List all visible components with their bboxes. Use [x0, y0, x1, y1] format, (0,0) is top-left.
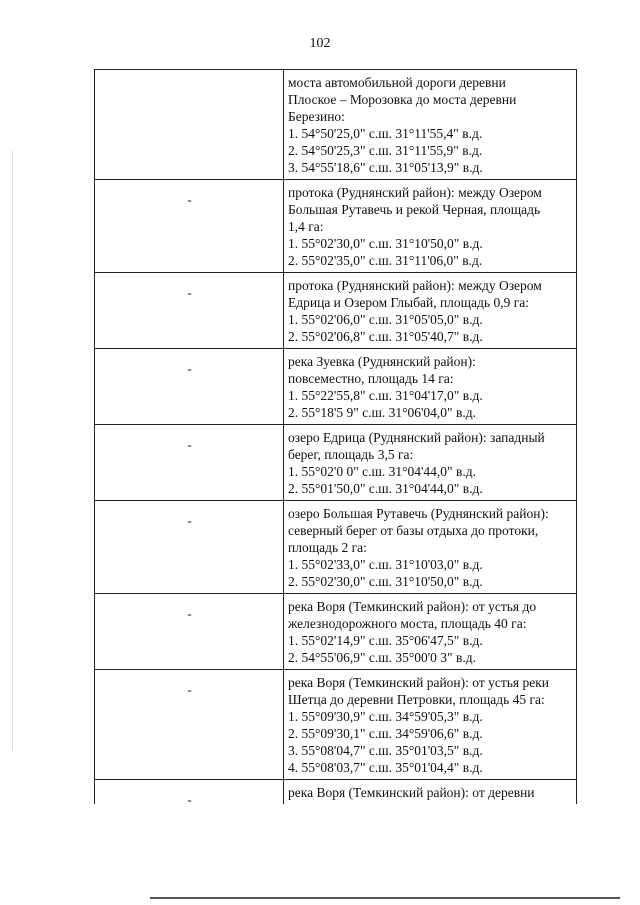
coordinates-table: [94, 69, 577, 807]
description-line: 3. 54°55'18,6" с.ш. 31°05'13,9" в.д.: [288, 160, 483, 175]
table-cell-description: [284, 501, 576, 593]
description-line: 1,4 га:: [288, 219, 324, 234]
row-marker: -: [187, 285, 192, 300]
description-line: 4. 55°08'03,7" с.ш. 35°01'04,4" в.д.: [288, 760, 483, 775]
description-line: северный берег от базы отдыха до протоки,: [288, 523, 539, 538]
table-row: [95, 780, 576, 807]
description-line: 1. 55°02'33,0" с.ш. 31°10'03,0" в.д.: [288, 557, 483, 572]
description-line: 1. 55°02'30,0" с.ш. 31°10'50,0" в.д.: [288, 236, 483, 251]
row-marker: -: [187, 361, 192, 376]
table-cell-left: [95, 180, 284, 272]
table-row: [95, 425, 576, 501]
description-line: протока (Руднянский район): между Озером: [288, 278, 542, 293]
description-line: железнодорожного моста, площадь 40 га:: [288, 616, 527, 631]
table-cell-left: [95, 70, 284, 179]
table-cell-description: [284, 180, 576, 272]
table-row: [95, 594, 576, 670]
table-cell-description: [284, 273, 576, 348]
row-marker: -: [187, 682, 192, 697]
description-line: 2. 55°18'5 9" с.ш. 31°06'04,0" в.д.: [288, 405, 476, 420]
table-cell-description: [284, 594, 576, 669]
description-line: река Воря (Темкинский район): от деревни: [288, 785, 535, 800]
table-cell-left: [95, 594, 284, 669]
description-line: площадь 2 га:: [288, 540, 367, 555]
table-cell-description: [284, 70, 576, 179]
row-marker: -: [187, 437, 192, 452]
description-line: 2. 55°09'30,1" с.ш. 34°59'06,6" в.д.: [288, 726, 483, 741]
table-cell-description: [284, 780, 576, 804]
description-line: Шетца до деревни Петровки, площадь 45 га:: [288, 692, 545, 707]
description-line: Плоское – Морозовка до моста деревни: [288, 92, 517, 107]
description-line: озеро Едрица (Руднянский район): западный: [288, 430, 545, 445]
table-cell-left: [95, 425, 284, 500]
description-line: 3. 55°08'04,7" с.ш. 35°01'03,5" в.д.: [288, 743, 483, 758]
row-marker: -: [187, 606, 192, 621]
table-cell-left: [95, 273, 284, 348]
description-line: 1. 55°02'0 0" с.ш. 31°04'44,0" в.д.: [288, 464, 476, 479]
description-line: 2. 54°50'25,3" с.ш. 31°11'55,9" в.д.: [288, 143, 483, 158]
table-row: [95, 273, 576, 349]
table-cell-left: [95, 780, 284, 807]
description-line: 1. 55°02'06,0" с.ш. 31°05'05,0" в.д.: [288, 312, 483, 327]
row-marker: -: [187, 513, 192, 528]
description-line: Большая Рутавечь и рекой Черная, площадь: [288, 202, 541, 217]
table-row: [95, 70, 576, 180]
description-line: Березино:: [288, 109, 345, 124]
table-row: [95, 670, 576, 780]
description-line: моста автомобильной дороги деревни: [288, 75, 506, 90]
table-cell-description: [284, 425, 576, 500]
page-number: 102: [309, 36, 331, 51]
description-line: берег, площадь 3,5 га:: [288, 447, 414, 462]
table-cell-left: [95, 349, 284, 424]
description-line: 2. 55°02'06,8" с.ш. 31°05'40,7" в.д.: [288, 329, 483, 344]
description-line: 2. 55°02'30,0" с.ш. 31°10'50,0" в.д.: [288, 574, 483, 589]
description-line: повсеместно, площадь 14 га:: [288, 371, 454, 386]
description-line: 2. 55°02'35,0" с.ш. 31°11'06,0" в.д.: [288, 253, 483, 268]
row-marker: -: [187, 792, 192, 807]
table-row: [95, 180, 576, 273]
table-cell-description: [284, 670, 576, 779]
table-cell-left: [95, 501, 284, 593]
description-line: озеро Большая Рутавечь (Руднянский район):: [288, 506, 549, 521]
description-line: река Воря (Темкинский район): от устья реки: [288, 675, 550, 690]
table-cell-left: [95, 670, 284, 779]
scan-edge: [12, 150, 13, 750]
row-marker: -: [187, 192, 192, 207]
table-row: [95, 501, 576, 594]
description-line: 1. 55°22'55,8" с.ш. 31°04'17,0" в.д.: [288, 388, 483, 403]
scan-bottom-edge: [150, 897, 620, 899]
description-line: протока (Руднянский район): между Озером: [288, 185, 542, 200]
description-line: 1. 55°02'14,9" с.ш. 35°06'47,5" в.д.: [288, 633, 483, 648]
table-cell-description: [284, 349, 576, 424]
description-line: 2. 55°01'50,0" с.ш. 31°04'44,0" в.д.: [288, 481, 483, 496]
description-line: 1. 55°09'30,9" с.ш. 34°59'05,3" в.д.: [288, 709, 483, 724]
description-line: Едрица и Озером Глыбай, площадь 0,9 га:: [288, 295, 529, 310]
description-line: 1. 54°50'25,0" с.ш. 31°11'55,4" в.д.: [288, 126, 483, 141]
description-line: река Зуевка (Руднянский район):: [288, 354, 476, 369]
table-row: [95, 349, 576, 425]
description-line: река Воря (Темкинский район): от устья до: [288, 599, 537, 614]
description-line: 2. 54°55'06,9" с.ш. 35°00'0 3" в.д.: [288, 650, 476, 665]
